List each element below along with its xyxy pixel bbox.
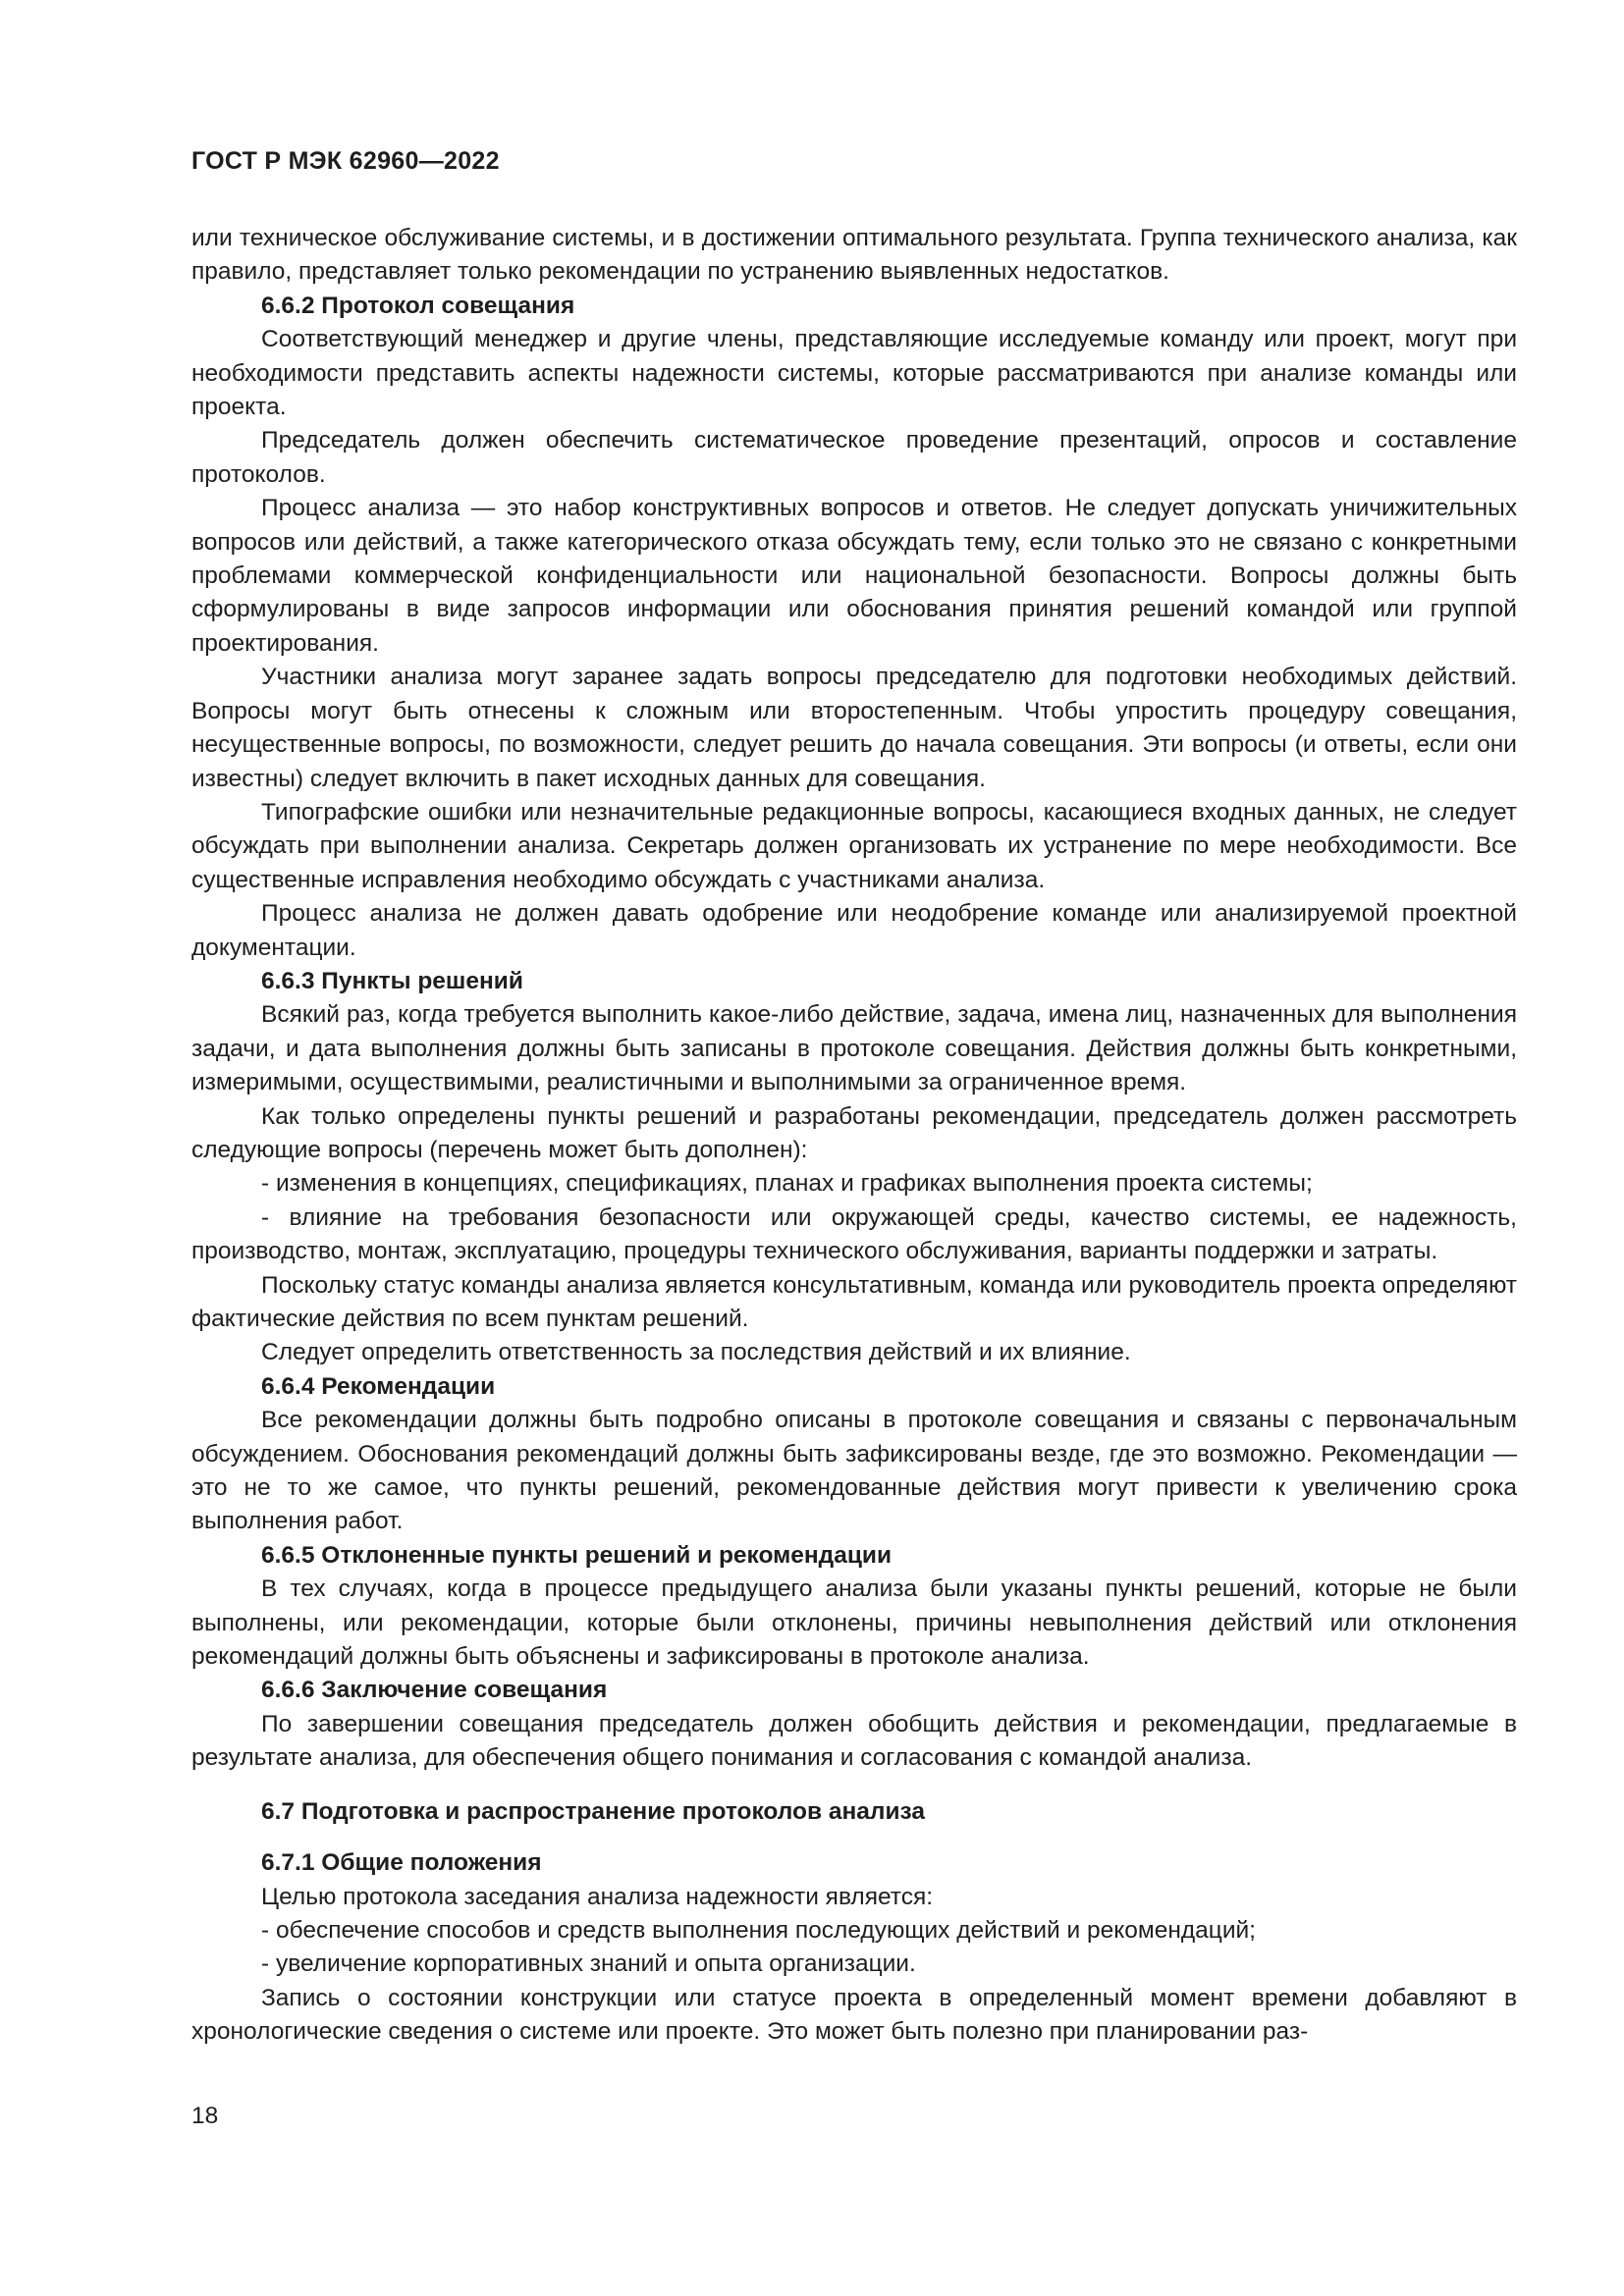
heading-6-6-3: 6.6.3 Пункты решений [261, 967, 523, 994]
paragraph-6-6-2-b: Председатель должен обеспечить систематическое проведение презентаций, опросов и составление протоколов. [191, 427, 1517, 488]
paragraph-6-7-1-b: Запись о состоянии конструкции или статусе проекта в определенный момент времени добавляют в хронологические сведения о системе или проекте. Это может быть полезно при планировании раз- [191, 1984, 1517, 2046]
paragraph-6-6-3-c: Поскольку статус команды анализа является консультативным, команда или руководитель проекта определяют фактические действия по всем пунктам решений. [191, 1271, 1517, 1332]
paragraph-6-6-4-a: Все рекомендации должны быть подробно описаны в протоколе совещания и связаны с первоначальным обсуждением. Обоснования рекомендаций должны быть зафиксированы везде, где это возможно. Рекомендации — это не то же самое, что пункты решений, рекомендованные действия могут привести к увеличению срока выполнения работ. [191, 1407, 1517, 1535]
paragraph-6-6-3-b: Как только определены пункты решений и разработаны рекомендации, председатель должен рассмотреть следующие вопросы (перечень может быть дополнен): [191, 1102, 1517, 1163]
paragraph-6-6-2-c: Процесс анализа — это набор конструктивных вопросов и ответов. Не следует допускать уничижительных вопросов или действий, а также категорического отказа обсуждать тему, если только это не связано с конкретными проблемами коммерческой конфиденциальности или национальной безопасности. Вопросы должны быть сформулированы в виде запросов информации или обоснования принятия решений командой или группой проектирования. [191, 495, 1517, 657]
paragraph-6-6-2-d: Участники анализа могут заранее задать вопросы председателю для подготовки необходимых действий. Вопросы могут быть отнесены к сложным или второстепенным. Чтобы упростить процедуру совещания, несущественные вопросы, по возможности, следует решить до начала совещания. Эти вопросы (и ответы, если они известны) следует включить в пакет исходных данных для совещания. [191, 664, 1517, 792]
paragraph-6-6-6-a: По завершении совещания председатель должен обобщить действия и рекомендации, предлагаемые в результате анализа, для обеспечения общего понимания и согласования с командой анализа. [191, 1710, 1517, 1772]
page-number: 18 [191, 2103, 219, 2129]
paragraph-6-6-3-d: Следует определить ответственность за последствия действий и их влияние. [261, 1339, 1131, 1366]
heading-6-7: 6.7 Подготовка и распространение протоколов анализа [261, 1797, 926, 1825]
paragraph-6-6-2-f: Процесс анализа не должен давать одобрение или неодобрение команде или анализируемой проектной документации. [191, 900, 1517, 961]
paragraph-6-6-2-a: Соответствующий менеджер и другие члены, представляющие исследуемые команду или проект, могут при необходимости представить аспекты надежности системы, которые рассматриваются при анализе команды или проекта. [191, 326, 1517, 421]
paragraph-6-7-1-a: Целью протокола заседания анализа надежности является: [261, 1883, 934, 1910]
heading-6-6-5: 6.6.5 Отклоненные пункты решений и рекомендации [261, 1541, 893, 1569]
heading-6-7-1: 6.7.1 Общие положения [261, 1849, 542, 1877]
heading-6-6-2: 6.6.2 Протокол совещания [261, 292, 575, 319]
document-body [191, 222, 1517, 2050]
paragraph-6-6-5-a: В тех случаях, когда в процессе предыдущего анализа были указаны пункты решений, которые не были выполнены, или рекомендации, которые были отклонены, причины невыполнения действий или отклонения рекомендаций должны быть объяснены и зафиксированы в протоколе анализа. [191, 1575, 1517, 1671]
list-item-6-6-3-1: - изменения в концепциях, спецификациях, планах и графиках выполнения проекта системы; [261, 1170, 1313, 1198]
paragraph-6-6-2-e: Типографские ошибки или незначительные редакционные вопросы, касающиеся входных данных, не следует обсуждать при выполнении анализа. Секретарь должен организовать их устранение по мере необходимости. Все существенные исправления необходимо обсуждать с участниками анализа. [191, 798, 1517, 893]
heading-6-6-6: 6.6.6 Заключение совещания [261, 1677, 608, 1704]
paragraph-intro: или техническое обслуживание системы, и в достижении оптимального результата. Группа технического анализа, как правило, представляет только рекомендации по устранению выявленных недостатков. [191, 225, 1517, 286]
list-item-6-7-1-1: - обеспечение способов и средств выполнения последующих действий и рекомендаций; [261, 1916, 1256, 1944]
heading-6-6-4: 6.6.4 Рекомендации [261, 1372, 496, 1400]
list-item-6-6-3-2: - влияние на требования безопасности или окружающей среды, качество системы, ее надежность, производство, монтаж, эксплуатацию, процедуры технического обслуживания, варианты поддержки и затраты. [191, 1203, 1517, 1265]
paragraph-6-6-3-a: Всякий раз, когда требуется выполнить какое-либо действие, задача, имена лиц, назначенных для выполнения задачи, и дата выполнения должны быть записаны в протоколе совещания. Действия должны быть конкретными, измеримыми, осуществимыми, реалистичными и выполнимыми за ограниченное время. [191, 1001, 1517, 1096]
list-item-6-7-1-2: - увеличение корпоративных знаний и опыта организации. [261, 1950, 916, 1978]
document-header: ГОСТ Р МЭК 62960—2022 [191, 147, 500, 175]
